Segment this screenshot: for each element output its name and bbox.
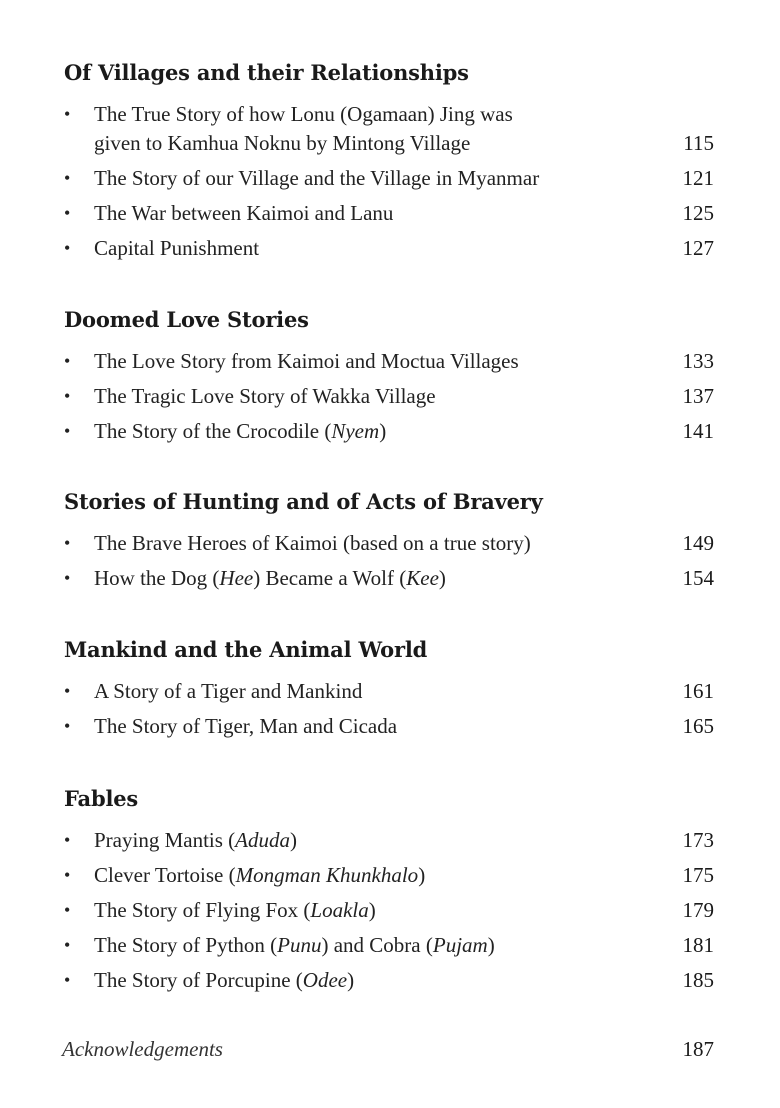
- entry-list: [64, 529, 714, 593]
- acknowledgements-page: 187: [682, 1037, 714, 1061]
- toc-entry[interactable]: [64, 712, 714, 741]
- toc-entry[interactable]: [64, 199, 714, 228]
- entry-title: Clever Tortoise (Mongman Khunkhalo): [94, 863, 426, 887]
- toc-entry[interactable]: [64, 347, 714, 376]
- entry-title: The Love Story from Kaimoi and Moctua Villages: [94, 349, 519, 373]
- toc-entry[interactable]: [64, 234, 714, 263]
- toc-section: [64, 635, 714, 747]
- entry-page-number: 133: [682, 349, 714, 373]
- toc-entry[interactable]: [64, 529, 714, 558]
- toc-section: [64, 487, 714, 599]
- toc-entry[interactable]: [64, 966, 714, 995]
- entry-page-number: 137: [682, 384, 714, 408]
- entry-title: How the Dog (Hee) Became a Wolf (Kee): [94, 566, 446, 590]
- entry-page-number: 179: [682, 898, 714, 922]
- toc-entry[interactable]: [64, 677, 714, 706]
- toc-entry[interactable]: [64, 826, 714, 855]
- toc-entry[interactable]: [64, 861, 714, 890]
- entry-title: The Tragic Love Story of Wakka Village: [94, 384, 436, 408]
- bullet-icon: •: [64, 533, 71, 553]
- bullet-icon: •: [64, 386, 71, 406]
- bullet-icon: •: [64, 203, 71, 223]
- entry-list: [64, 826, 714, 995]
- entry-title: The True Story of how Lonu (Ogamaan) Jing was given to Kamhua Noknu by Mintong Village: [94, 102, 513, 155]
- toc-entry[interactable]: [64, 931, 714, 960]
- entry-page-number: 165: [682, 714, 714, 738]
- entry-title: A Story of a Tiger and Mankind: [94, 679, 363, 703]
- entry-title: The Brave Heroes of Kaimoi (based on a true story): [94, 531, 531, 555]
- entry-list: [64, 347, 714, 446]
- entry-page-number: 173: [682, 828, 714, 852]
- toc-entry[interactable]: [64, 417, 714, 446]
- toc-entry[interactable]: [64, 382, 714, 411]
- toc-entry[interactable]: [64, 564, 714, 593]
- entry-title: The Story of our Village and the Village in Myanmar: [94, 166, 540, 190]
- bullet-icon: •: [64, 830, 71, 850]
- entry-page-number: 115: [683, 131, 714, 155]
- acknowledgements-title: Acknowledgements: [62, 1037, 223, 1061]
- toc-entry[interactable]: [64, 896, 714, 925]
- bullet-icon: •: [64, 238, 71, 258]
- toc-section: [64, 305, 714, 452]
- section-heading: Fables: [64, 786, 139, 811]
- entry-page-number: 175: [682, 863, 714, 887]
- toc-entry[interactable]: [64, 100, 714, 158]
- entry-list: [64, 677, 714, 741]
- bullet-icon: •: [64, 935, 71, 955]
- entry-page-number: 181: [682, 933, 714, 957]
- bullet-icon: •: [64, 351, 71, 371]
- bullet-icon: •: [64, 716, 71, 736]
- bullet-icon: •: [64, 421, 71, 441]
- bullet-icon: •: [64, 168, 71, 188]
- entry-page-number: 154: [682, 566, 714, 590]
- entry-title: The Story of Porcupine (Odee): [94, 968, 355, 992]
- bullet-icon: •: [64, 970, 71, 990]
- section-heading: Mankind and the Animal World: [64, 637, 428, 662]
- entry-title: The Story of the Crocodile (Nyem): [94, 419, 387, 443]
- acknowledgements-entry[interactable]: [62, 1034, 714, 1064]
- bullet-icon: •: [64, 865, 71, 885]
- bullet-icon: •: [64, 900, 71, 920]
- bullet-icon: •: [64, 681, 71, 701]
- entry-page-number: 185: [682, 968, 714, 992]
- bullet-icon: •: [64, 568, 71, 588]
- section-heading: Stories of Hunting and of Acts of Bravery: [64, 489, 543, 514]
- entry-title: Capital Punishment: [94, 236, 260, 260]
- entry-title: Praying Mantis (Aduda): [94, 828, 297, 852]
- section-heading: Doomed Love Stories: [64, 307, 309, 332]
- section-heading: Of Villages and their Relationships: [64, 60, 469, 85]
- toc-section: [64, 58, 714, 269]
- entry-page-number: 161: [682, 679, 714, 703]
- entry-page-number: 121: [682, 166, 714, 190]
- entry-list: [64, 100, 714, 263]
- entry-page-number: 125: [682, 201, 714, 225]
- entry-title: The Story of Flying Fox (Loakla): [94, 898, 376, 922]
- bullet-icon: •: [64, 104, 71, 124]
- entry-page-number: 127: [682, 236, 714, 260]
- entry-page-number: 141: [682, 419, 714, 443]
- toc-entry[interactable]: [64, 164, 714, 193]
- entry-title: The War between Kaimoi and Lanu: [94, 201, 394, 225]
- entry-page-number: 149: [682, 531, 714, 555]
- toc-section: [64, 784, 714, 1001]
- entry-title: The Story of Tiger, Man and Cicada: [94, 714, 398, 738]
- entry-title: The Story of Python (Punu) and Cobra (Pujam): [94, 933, 495, 957]
